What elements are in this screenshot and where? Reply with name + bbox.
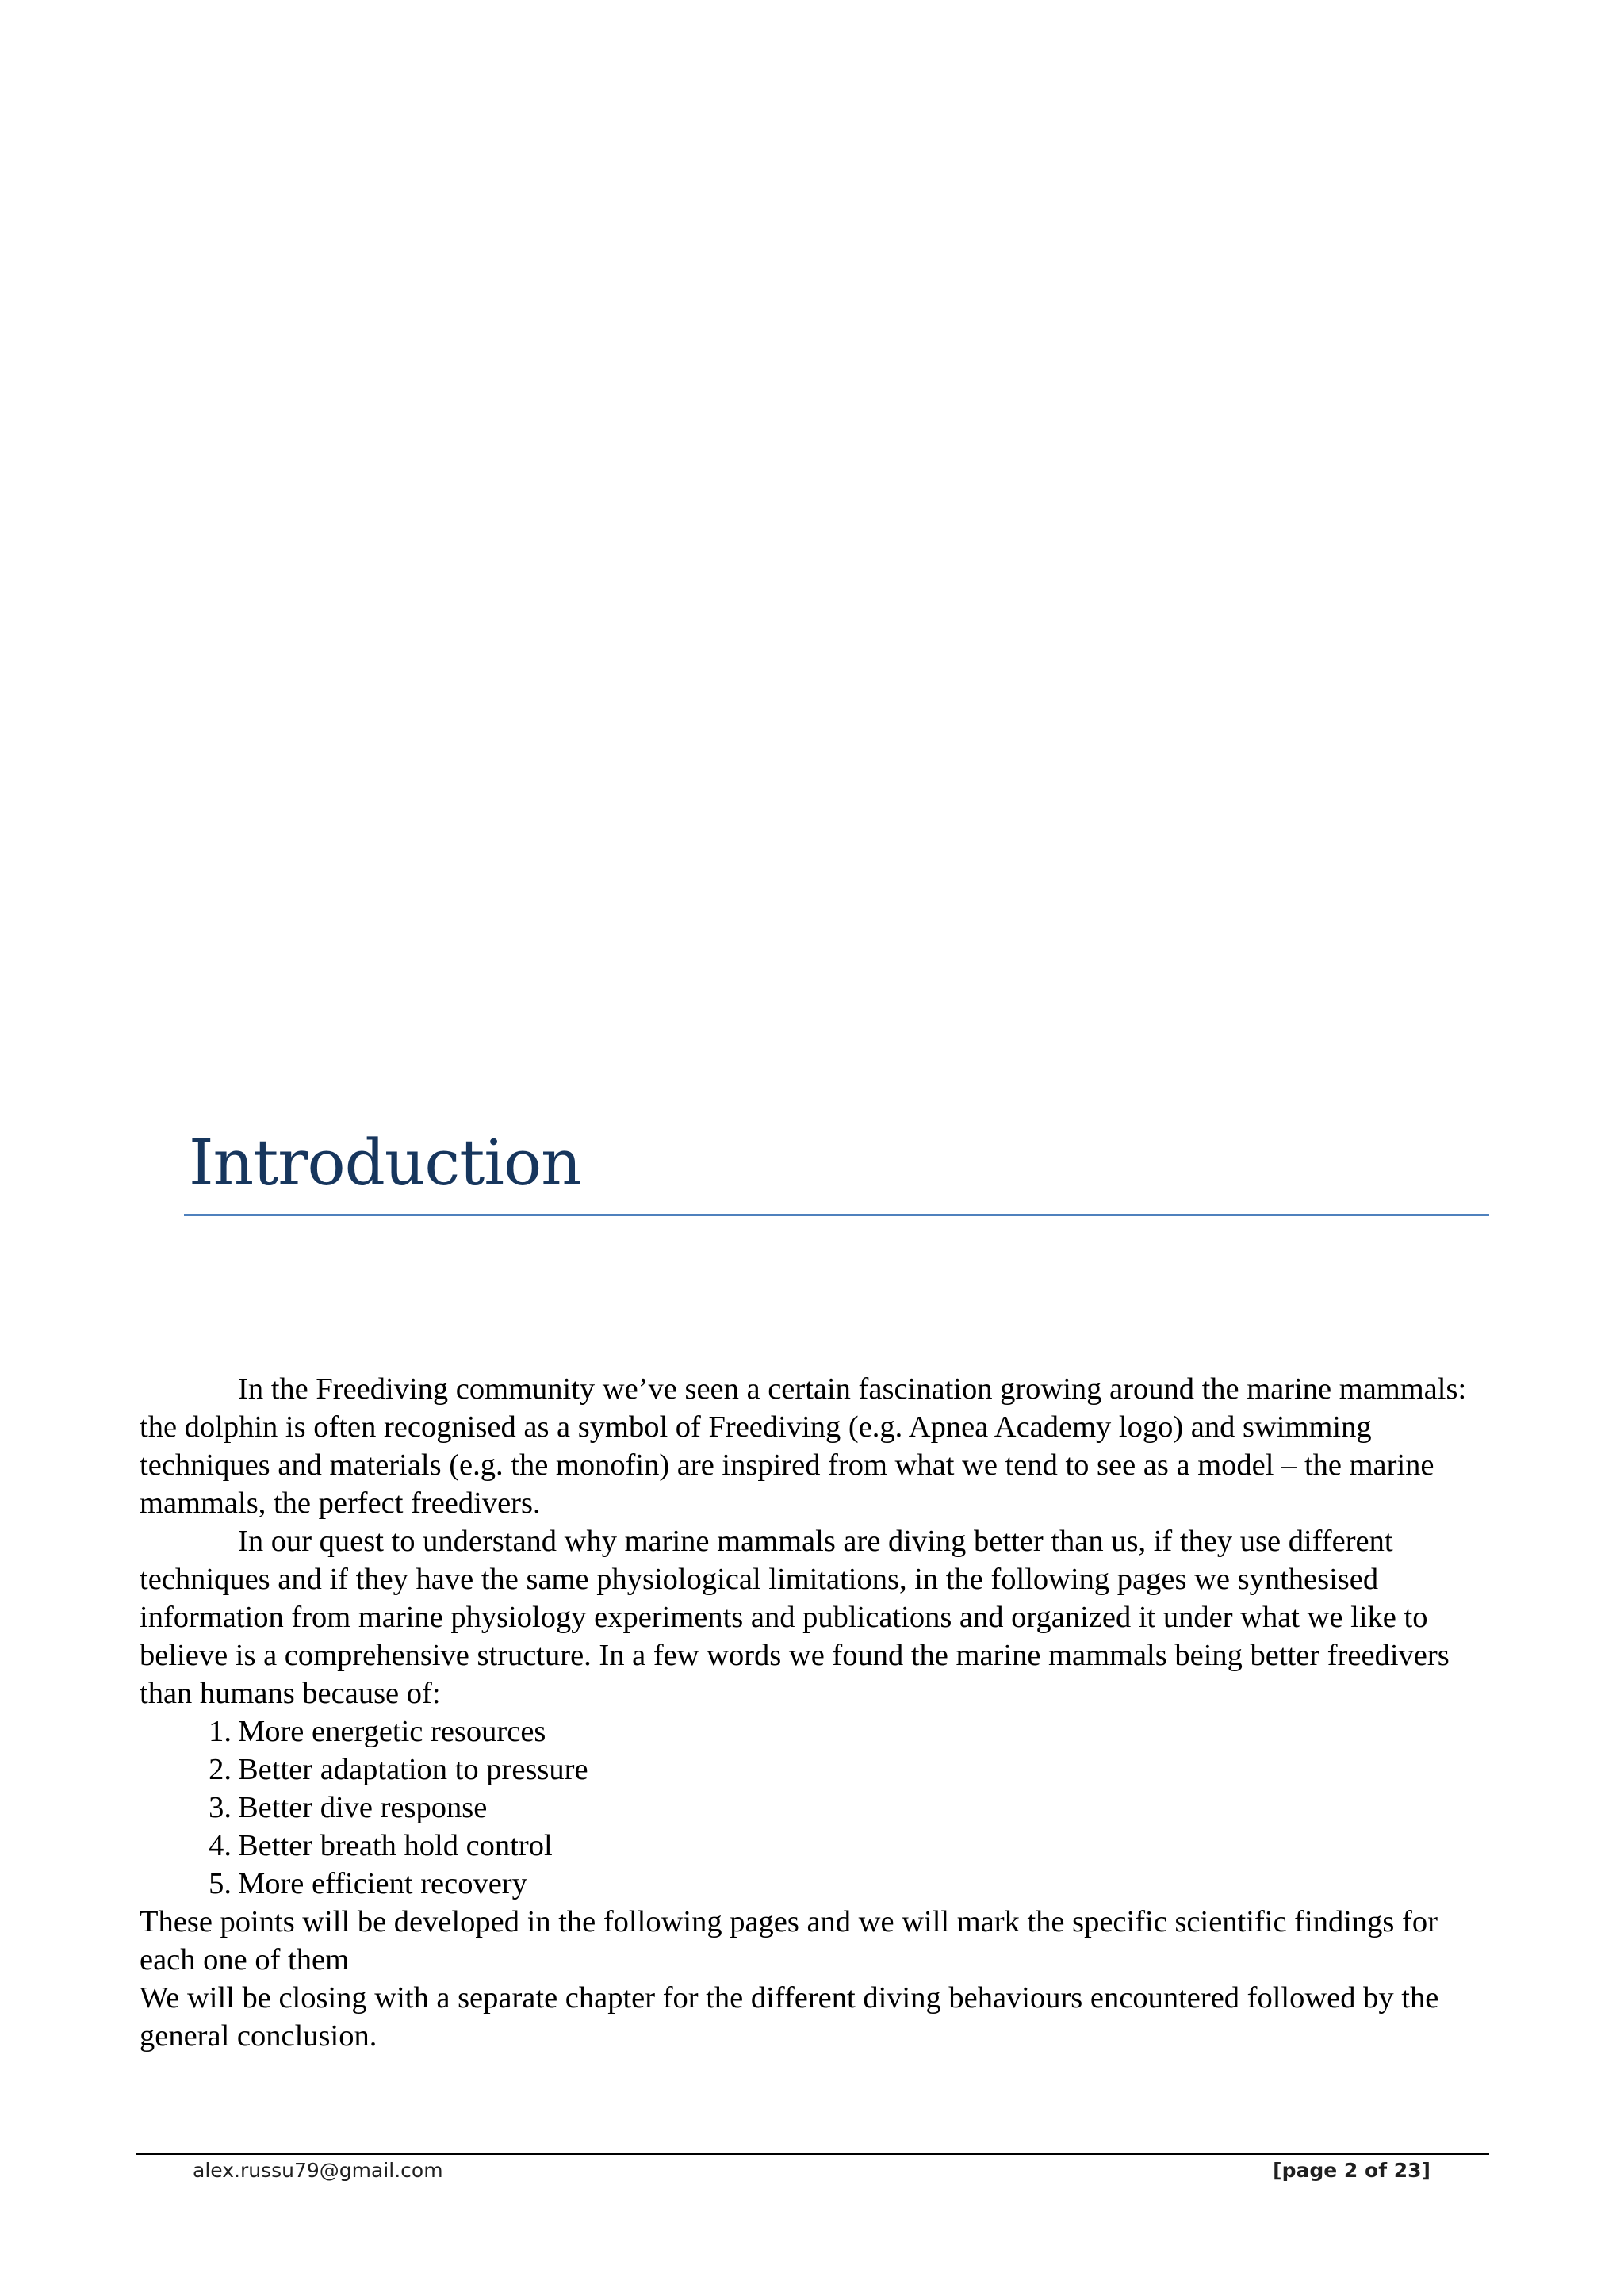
list-item-text: Better adaptation to pressure [238,1753,588,1786]
list-item-text: Better breath hold control [238,1829,553,1862]
findings-list [140,1712,1497,1903]
page-title: Introduction [189,1126,581,1200]
intro-paragraph-3: These points will be developed in the following pages and we will mark the specific scientific findings for each one of them [140,1905,1438,1976]
list-item-text: More energetic resources [238,1715,546,1748]
intro-paragraph-2: In our quest to understand why marine mammals are diving better than us, if they use different techniques and if they have the same physiological limitations, in the following pages we synthesised information from marine physiology experiments and publications and organized it under what we like to believe is a comprehensive structure. In a few words we found the marine mammals being better freedivers than humans because of: [140,1525,1450,1710]
list-item [140,1712,1497,1751]
footer-page-number: [page 2 of 23] [1273,2159,1431,2182]
intro-paragraph-4: We will be closing with a separate chapter for the different diving behaviours encountered followed by the general conclusion. [140,1981,1439,2053]
list-item [140,1751,1497,1789]
title-underline [184,1214,1489,1216]
list-item-number: 1. [209,1715,232,1748]
footer-email: alex.russu79@gmail.com [193,2159,443,2182]
footer-rule [136,2153,1489,2155]
body-text [140,1370,1497,2055]
list-item [140,1789,1497,1827]
list-item-number: 4. [209,1829,232,1862]
list-item [140,1865,1497,1903]
list-item-text: Better dive response [238,1791,488,1824]
intro-paragraph-1: In the Freediving community we’ve seen a certain fascination growing around the marine mammals: the dolphin is often recognised as a symbol of Freediving (e.g. Apnea Academy logo) and swimming techniques and materials (e.g. the monofin) are inspired from what we tend to see as a model – the marine mammals, the perfect freedivers. [140,1372,1467,1520]
list-item [140,1827,1497,1865]
list-item-number: 5. [209,1867,232,1900]
list-item-number: 2. [209,1753,232,1786]
list-item-text: More efficient recovery [238,1867,527,1900]
list-item-number: 3. [209,1791,232,1824]
